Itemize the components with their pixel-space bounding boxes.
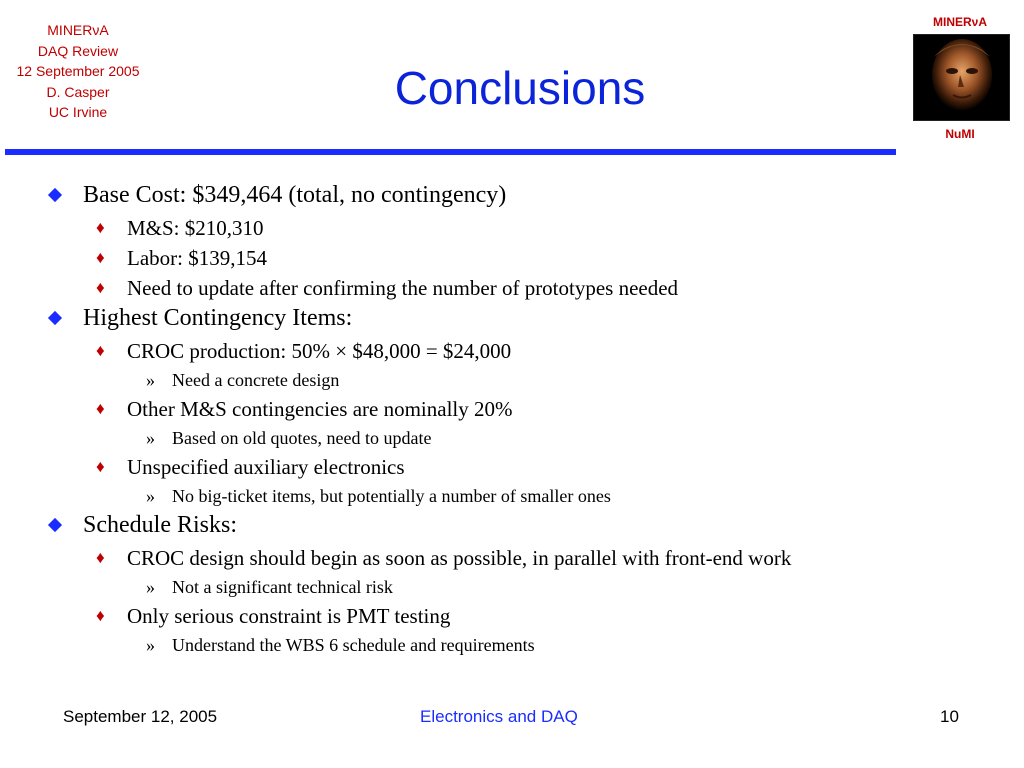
minerva-logo-image bbox=[913, 34, 1010, 121]
bullet-text: CROC production: 50% × $48,000 = $24,000 bbox=[127, 339, 512, 363]
bullet-text: Schedule Risks: bbox=[83, 512, 237, 538]
bullet-text: M&S: $210,310 bbox=[127, 216, 264, 240]
diamond-suit-icon: ♦ bbox=[96, 606, 105, 625]
bullet-text: No big-ticket items, but potentially a number of smaller ones bbox=[172, 486, 611, 506]
bullet-level-2 bbox=[0, 601, 1024, 631]
bullet-level-3 bbox=[0, 366, 1024, 394]
bullet-text: Other M&S contingencies are nominally 20% bbox=[127, 397, 513, 421]
review-date: 12 September 2005 bbox=[16, 63, 140, 79]
diamond-suit-icon: ♦ bbox=[96, 248, 105, 267]
bullet-text: Only serious constraint is PMT testing bbox=[127, 604, 451, 628]
bullet-text: Understand the WBS 6 schedule and requirements bbox=[172, 635, 535, 655]
bullet-text: CROC design should begin as soon as possible, in parallel with front-end work bbox=[127, 546, 792, 570]
review-name: DAQ Review bbox=[37, 42, 119, 59]
bullet-level-2 bbox=[0, 452, 1024, 482]
author-name: D. Casper bbox=[46, 83, 110, 100]
bullet-level-2 bbox=[0, 243, 1024, 273]
bullet-level-1 bbox=[0, 180, 1024, 213]
header-info bbox=[0, 20, 156, 123]
bullet-level-3 bbox=[0, 573, 1024, 601]
diamond-suit-icon: ♦ bbox=[96, 341, 105, 360]
bullet-text: Base Cost: $349,464 (total, no contingency) bbox=[83, 182, 507, 208]
bullet-level-3 bbox=[0, 631, 1024, 659]
diamond-bullet-icon bbox=[48, 188, 62, 202]
bullet-level-1 bbox=[0, 303, 1024, 336]
bullet-level-3 bbox=[0, 482, 1024, 510]
diamond-suit-icon: ♦ bbox=[96, 399, 105, 418]
bullet-text: Need a concrete design bbox=[172, 370, 340, 390]
bullet-level-2 bbox=[0, 336, 1024, 366]
double-chevron-icon: » bbox=[146, 635, 155, 655]
bullet-level-2 bbox=[0, 543, 1024, 573]
title-divider bbox=[5, 149, 896, 155]
logo-bottom-label: NuMI bbox=[945, 127, 975, 141]
bullet-text: Not a significant technical risk bbox=[172, 577, 393, 597]
double-chevron-icon: » bbox=[146, 370, 155, 390]
diamond-suit-icon: ♦ bbox=[96, 278, 105, 297]
bullet-level-2 bbox=[0, 213, 1024, 243]
diamond-suit-icon: ♦ bbox=[96, 218, 105, 237]
diamond-suit-icon: ♦ bbox=[96, 548, 105, 567]
bullet-level-3 bbox=[0, 424, 1024, 452]
bullet-level-2 bbox=[0, 394, 1024, 424]
diamond-bullet-icon bbox=[48, 518, 62, 532]
logo-top-label: MINERνA bbox=[932, 15, 987, 29]
bullet-text: Unspecified auxiliary electronics bbox=[127, 455, 405, 479]
bullet-text: Highest Contingency Items: bbox=[83, 305, 353, 331]
footer-date: September 12, 2005 bbox=[63, 707, 218, 726]
bullet-text: Based on old quotes, need to update bbox=[172, 428, 432, 448]
double-chevron-icon: » bbox=[146, 486, 155, 506]
institution-name: UC Irvine bbox=[48, 104, 108, 120]
footer-topic: Electronics and DAQ bbox=[420, 707, 578, 726]
bullet-text: Need to update after confirming the number of prototypes needed bbox=[127, 276, 679, 300]
bullet-level-2 bbox=[0, 273, 1024, 303]
double-chevron-icon: » bbox=[146, 577, 155, 597]
diamond-bullet-icon bbox=[48, 311, 62, 325]
slide-title: Conclusions bbox=[394, 62, 646, 114]
bullet-text: Labor: $139,154 bbox=[127, 246, 267, 270]
page-number: 10 bbox=[940, 707, 959, 726]
bullet-list bbox=[0, 180, 1024, 659]
bullet-level-1 bbox=[0, 510, 1024, 543]
double-chevron-icon: » bbox=[146, 428, 155, 448]
project-name: MINERνA bbox=[47, 22, 109, 38]
diamond-suit-icon: ♦ bbox=[96, 457, 105, 476]
